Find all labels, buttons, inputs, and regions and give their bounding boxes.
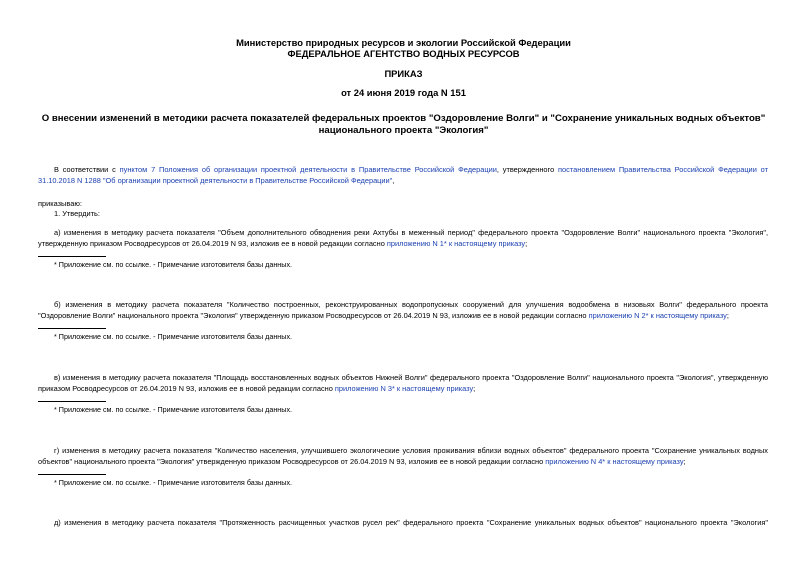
- item-c-text: в) изменения в методику расчета показателя "Площадь восстановленных водных объектов Нижней Волги" федерального проекта "Оздоровление Волги" национального проекта "Экология", утвержденную приказом Росводресурсов от 26.04.2019 N 93, изложив ее в новой редакции согласно: [38, 373, 768, 393]
- item-e-paragraph: д) изменения в методику расчета показателя "Протяженность расчищенных участков русел рек" федерального проекта "Сохранение уникальных водных объектов" национального проекта "Экология": [54, 518, 768, 527]
- document-title-line2: национального проекта "Экология": [318, 125, 489, 136]
- preamble-text-1: В соответствии с: [54, 165, 120, 174]
- item-b-paragraph: [38, 300, 768, 321]
- item-b-text: б) изменения в методику расчета показателя "Количество построенных, реконструированных водопропускных сооружений для улучшения водообмена в низовьях Волги" федерального проекта "Оздоровление Волги" национального проекта "Экология" утвержденную приказом Росводресурсов от 26.04.2019 N 93, изложив ее в новой редакции согласно: [38, 300, 768, 320]
- footnote-divider-a: [38, 256, 106, 257]
- item-c-appendix-link[interactable]: приложению N 3* к настоящему приказу: [334, 383, 474, 393]
- item-a-footnote: * Приложение см. по ссылке. - Примечание изготовителя базы данных.: [54, 260, 293, 269]
- order-word: приказываю:: [38, 199, 82, 208]
- document-type: ПРИКАЗ: [384, 68, 423, 79]
- item-c-end: ;: [473, 383, 476, 393]
- item-d-end: ;: [683, 456, 686, 466]
- item-b-end: ;: [726, 310, 729, 320]
- item-b-appendix-link[interactable]: приложению N 2* к настоящему приказу: [588, 310, 727, 320]
- item-d-footnote: * Приложение см. по ссылке. - Примечание изготовителя базы данных.: [54, 478, 293, 487]
- document-title-line1: О внесении изменений в методики расчета показателей федеральных проектов "Оздоровление Волги" и "Сохранение уникальных водных объектов": [41, 113, 766, 124]
- agency-name: ФЕДЕРАЛЬНОЕ АГЕНТСТВО ВОДНЫХ РЕСУРСОВ: [287, 48, 520, 59]
- item-a-end: ;: [525, 238, 528, 248]
- preamble-text-3: ,: [392, 175, 395, 185]
- footnote-divider-b: [38, 328, 106, 329]
- preamble-link-resolution[interactable]: постановлением Правительства Российской Федерации от 31.10.2018 N 1288 "Об организации проектной деятельности в Правительстве Российской Федерации": [38, 165, 768, 185]
- footnote-divider-c: [38, 401, 106, 402]
- ministry-name: Министерство природных ресурсов и экологии Российской Федерации: [236, 37, 571, 48]
- item-c-footnote: * Приложение см. по ссылке. - Примечание изготовителя базы данных.: [54, 405, 293, 414]
- item-d-paragraph: [38, 446, 768, 467]
- document-date-number: от 24 июня 2019 года N 151: [341, 87, 466, 98]
- item-d-appendix-link[interactable]: приложению N 4* к настоящему приказу: [545, 456, 684, 466]
- preamble-paragraph: [38, 165, 768, 186]
- preamble-text-2: , утвержденного: [496, 165, 559, 174]
- item-a-text: а) изменения в методику расчета показателя "Объем дополнительного обводнения реки Ахтубы в меженный период" федерального проекта "Оздоровление Волги" национального проекта "Экология", утвержденную приказом Росводресурсов от 26.04.2019 N 93, изложив ее в новой редакции согласно: [38, 228, 768, 248]
- item-a-appendix-link[interactable]: приложению N 1* к настоящему приказу: [386, 238, 526, 248]
- item-b-footnote: * Приложение см. по ссылке. - Примечание изготовителя базы данных.: [54, 332, 293, 341]
- item-a-paragraph: [38, 228, 768, 249]
- item-c-paragraph: [38, 373, 768, 394]
- preamble-link-regulation[interactable]: пунктом 7 Положения об организации проектной деятельности в Правительстве Российской Федерации: [119, 165, 497, 174]
- item-d-text: г) изменения в методику расчета показателя "Количество населения, улучшившего экологические условия проживания вблизи водных объектов" федерального проекта "Сохранение уникальных водных объектов" национального проекта "Экология" утвержденную приказом Росводресурсов от 26.04.2019 N 93, изложив ее в новой редакции согласно: [38, 446, 768, 466]
- item-1: 1. Утвердить:: [54, 209, 100, 218]
- footnote-divider-d: [38, 474, 106, 475]
